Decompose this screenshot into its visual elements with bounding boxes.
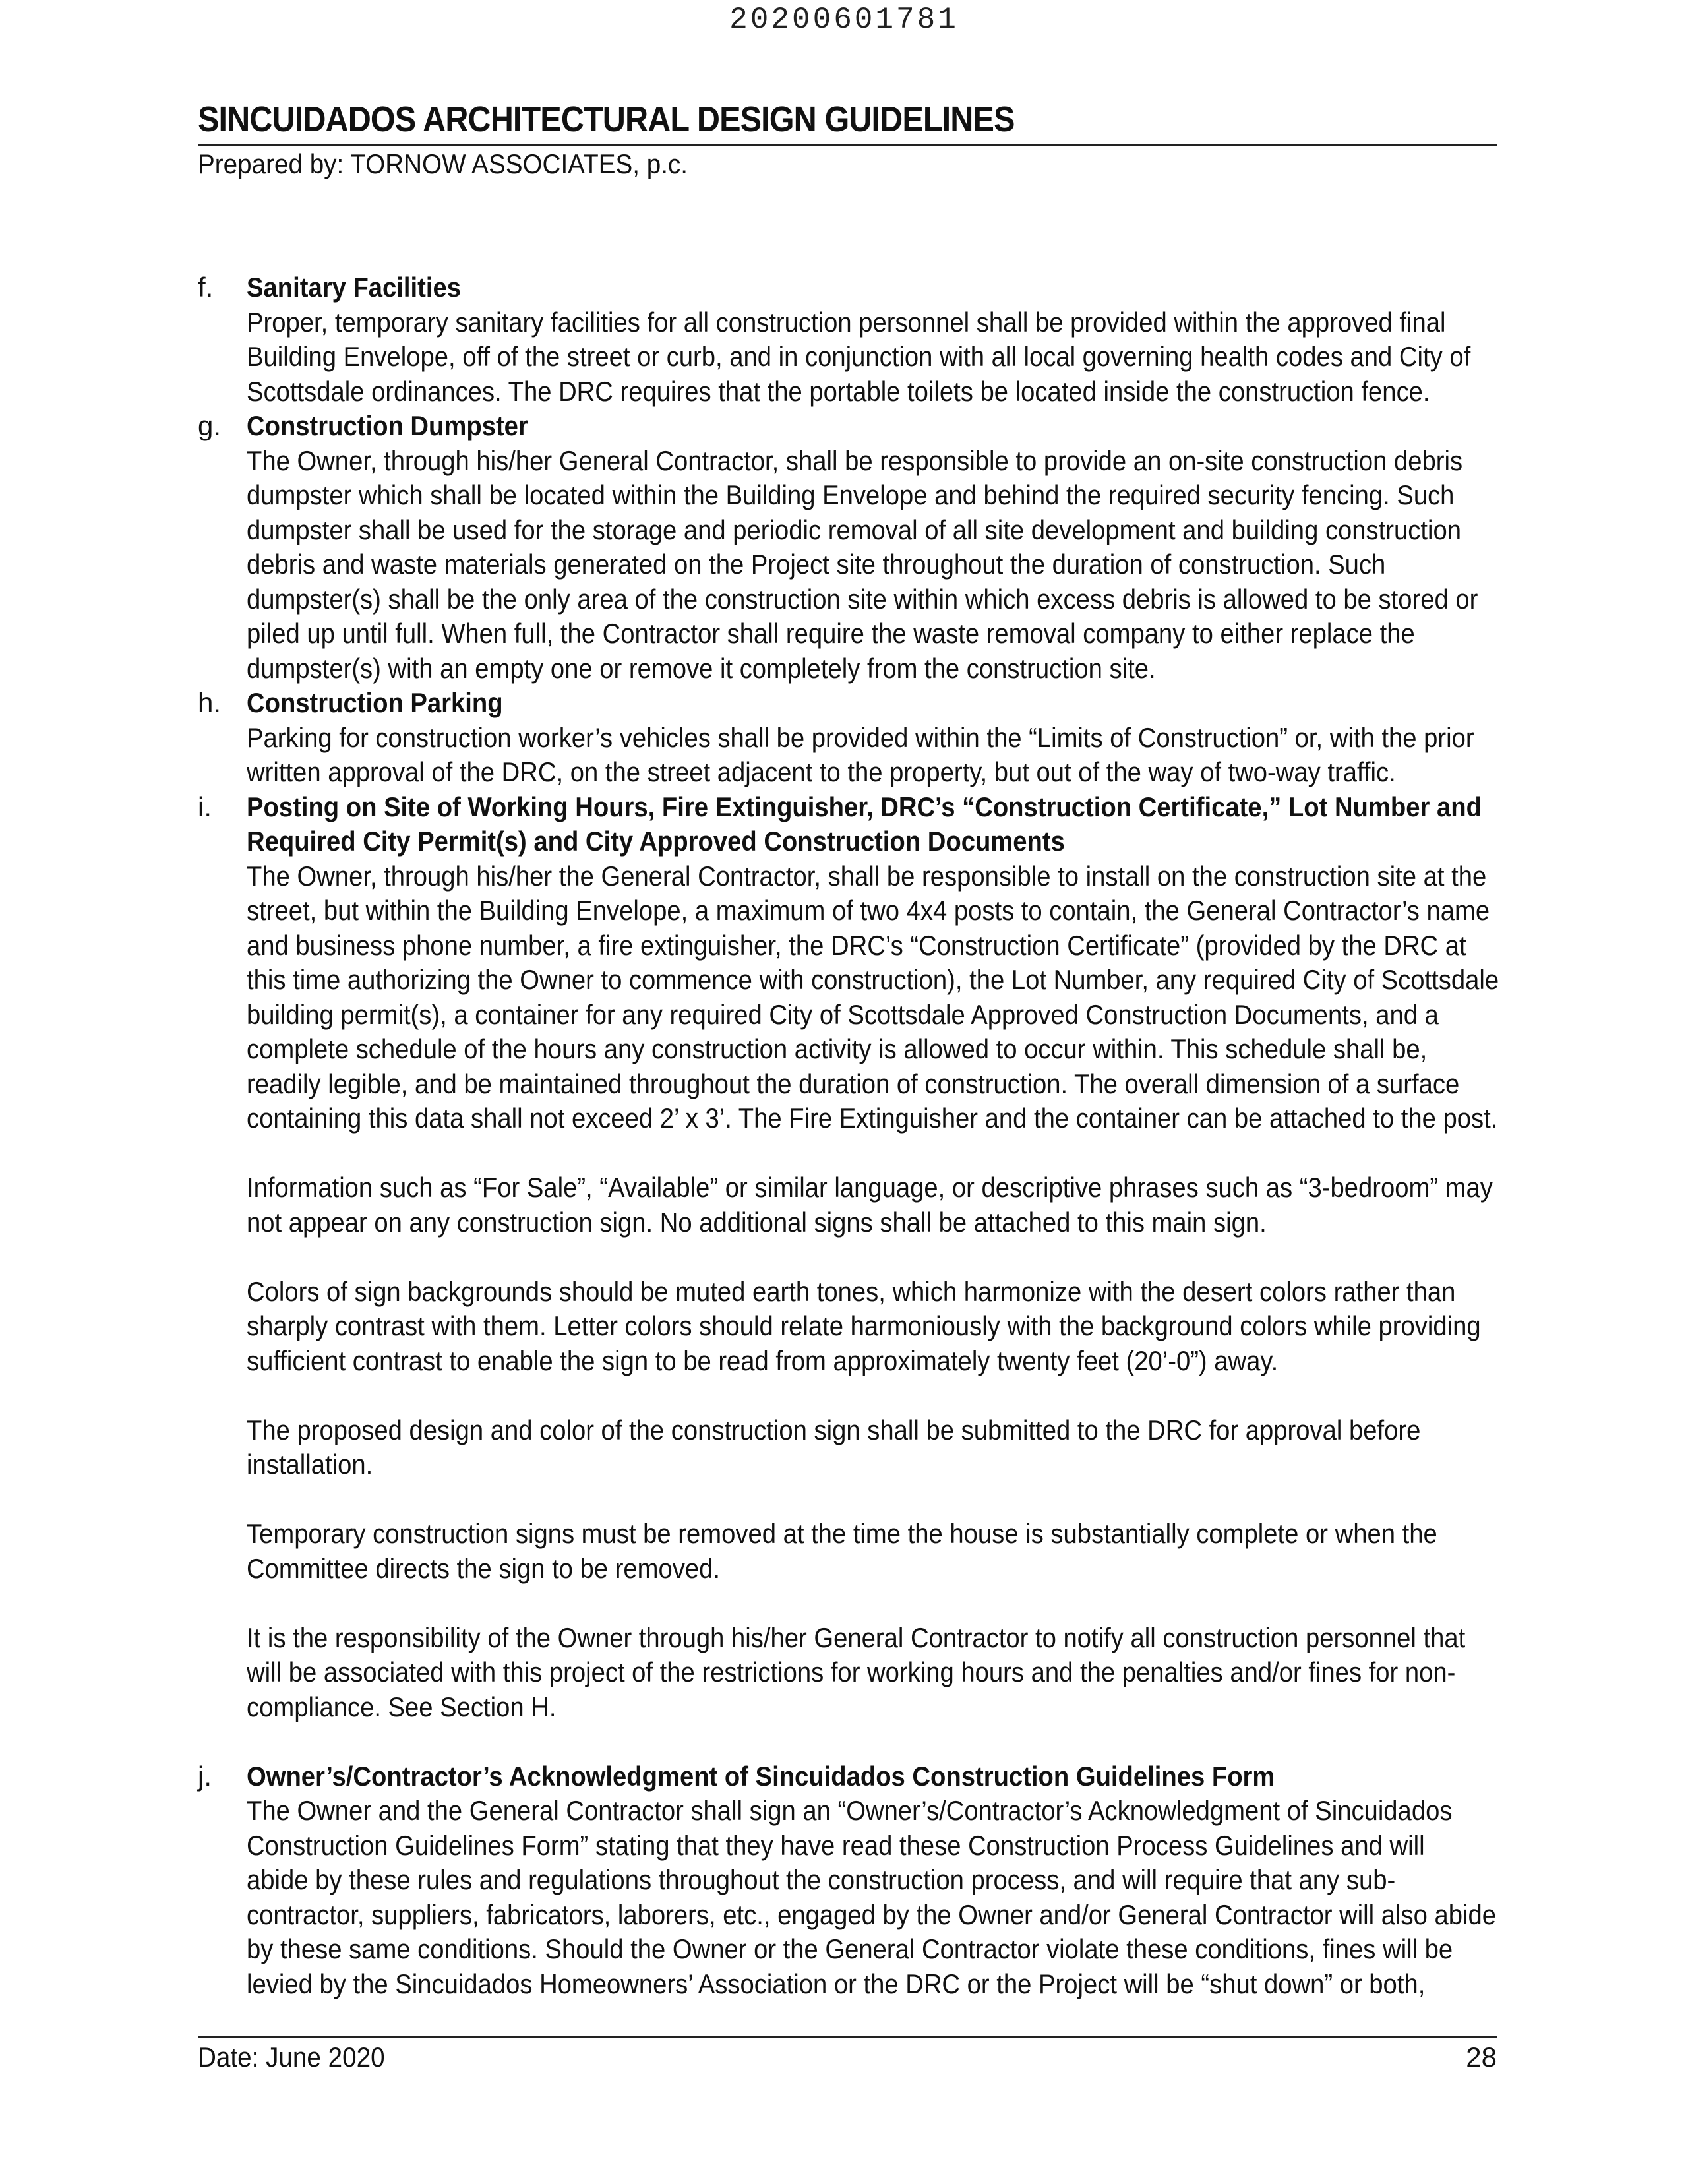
section-i-heading: Required City Permit(s) and City Approved Construction Documents: [247, 826, 1065, 857]
section-i-line: installation.: [247, 1449, 373, 1480]
section-i-line: sufficient contrast to enable the sign to be read from approximately twenty feet (20’-0”) away.: [247, 1345, 1279, 1376]
section-h-line: written approval of the DRC, on the street adjacent to the property, but out of the way of two-way traffic.: [247, 756, 1396, 787]
section-h-heading: Construction Parking: [247, 687, 503, 718]
section-i-line: will be associated with this project of the restrictions for working hours and the penalties and/or fines for non-: [247, 1656, 1456, 1687]
section-j: [198, 1759, 1497, 2002]
section-g-letter: g.: [198, 410, 222, 441]
section-i-line: building permit(s), a container for any required City of Scottsdale Approved Construction Documents, and a: [247, 998, 1439, 1030]
section-i-heading: Posting on Site of Working Hours, Fire Extinguisher, DRC’s “Construction Certificate,” Lot Number and: [247, 791, 1482, 822]
section-i-line: It is the responsibility of the Owner through his/her General Contractor to notify all construction personnel that: [247, 1622, 1466, 1653]
section-i-line: and business phone number, a fire extinguisher, the DRC’s “Construction Certificate” (provided by the DRC at: [247, 929, 1466, 961]
section-i-line: readily legible, and be maintained throughout the duration of construction. The overall dimension of a surface: [247, 1068, 1460, 1099]
header-divider: [198, 144, 1497, 146]
recording-number: 20200601781: [729, 3, 959, 37]
prepared-by: Prepared by: TORNOW ASSOCIATES, p.c.: [198, 148, 688, 179]
section-i-paragraph: [247, 1621, 1497, 1725]
section-j-letter: j.: [198, 1760, 212, 1792]
section-i-paragraph: [247, 1413, 1497, 1482]
section-f-line: Scottsdale ordinances. The DRC requires that the portable toilets be located inside the construction fence.: [247, 375, 1430, 407]
section-i-letter: i.: [198, 791, 212, 822]
section-i-paragraph: [247, 1517, 1497, 1586]
footer-divider: [198, 2036, 1497, 2038]
section-i-line: Colors of sign backgrounds should be muted earth tones, which harmonize with the desert colors rather than: [247, 1275, 1456, 1307]
section-f-heading: Sanitary Facilities: [247, 272, 462, 303]
section-g-heading: Construction Dumpster: [247, 410, 528, 441]
section-g-line: piled up until full. When full, the Contractor shall require the waste removal company to either replace the: [247, 618, 1415, 649]
section-f-line: Building Envelope, off of the street or curb, and in conjunction with all local governing health codes and City of: [247, 341, 1471, 372]
section-i-paragraph: [247, 1275, 1497, 1379]
section-i-paragraph: [247, 1170, 1497, 1240]
section-i-line: complete schedule of the hours any construction activity is allowed to occur within. This schedule shall be,: [247, 1033, 1428, 1064]
section-i-line: The proposed design and color of the construction sign shall be submitted to the DRC for approval before: [247, 1414, 1421, 1445]
section-i-line: The Owner, through his/her the General Contractor, shall be responsible to install on the construction site at the: [247, 860, 1487, 892]
section-i-line: not appear on any construction sign. No additional signs shall be attached to this main sign.: [247, 1206, 1267, 1238]
section-g-line: The Owner, through his/her General Contractor, shall be responsible to provide an on-site construction debris: [247, 444, 1463, 476]
spacer: [198, 1724, 1497, 1759]
section-j-line: Construction Guidelines Form” stating that they have read these Construction Process Guidelines and will: [247, 1829, 1425, 1861]
section-h-letter: h.: [198, 687, 222, 718]
section-g: [198, 409, 1497, 686]
section-i-line: Temporary construction signs must be removed at the time the house is substantially complete or when the: [247, 1518, 1437, 1549]
section-h: [198, 686, 1497, 790]
section-g-line: dumpster shall be used for the storage and periodic removal of all site development and building construction: [247, 514, 1462, 545]
section-f-line: Proper, temporary sanitary facilities for all construction personnel shall be provided within the approved final: [247, 306, 1446, 338]
section-g-line: debris and waste materials generated on the Project site throughout the duration of construction. Such: [247, 549, 1386, 580]
section-j-line: contractor, suppliers, fabricators, laborers, etc., engaged by the Owner and/or General Contractor will also abide: [247, 1898, 1496, 1930]
section-j-line: abide by these rules and regulations throughout the construction process, and will require that any sub-: [247, 1864, 1396, 1895]
section-i-line: this time authorizing the Owner to commence with construction), the Lot Number, any required City of Scottsdale: [247, 964, 1499, 995]
section-j-line: by these same conditions. Should the Owner or the General Contractor violate these conditions, fines will be: [247, 1933, 1453, 1964]
section-i-line: sharply contrast with them. Letter colors should relate harmoniously with the background colors while providing: [247, 1310, 1481, 1341]
section-i-line: Committee directs the sign to be removed.: [247, 1552, 721, 1584]
section-i: [198, 790, 1497, 1725]
section-i-line: Information such as “For Sale”, “Available” or similar language, or descriptive phrases such as “3-bedroom” may: [247, 1172, 1493, 1203]
section-f: [198, 270, 1497, 409]
document-title: SINCUIDADOS ARCHITECTURAL DESIGN GUIDELINES: [198, 100, 1015, 139]
section-j-line: levied by the Sincuidados Homeowners’ Association or the DRC or the Project will be “shut down” or both,: [247, 1968, 1426, 1999]
section-g-line: dumpster which shall be located within the Building Envelope and behind the required security fencing. Such: [247, 479, 1455, 510]
footer-date: Date: June 2020: [198, 2042, 385, 2073]
section-i-line: compliance. See Section H.: [247, 1691, 557, 1722]
section-j-heading: Owner’s/Contractor’s Acknowledgment of Sincuidados Construction Guidelines Form: [247, 1760, 1275, 1792]
document-body: [198, 270, 1497, 2001]
section-g-line: dumpster(s) with an empty one or remove it completely from the construction site.: [247, 652, 1156, 684]
page-number: 28: [1466, 2042, 1497, 2073]
section-f-letter: f.: [198, 272, 214, 303]
section-i-line: street, but within the Building Envelope, a maximum of two 4x4 posts to contain, the General Contractor’s name: [247, 895, 1490, 926]
section-i-line: containing this data shall not exceed 2’ x 3’. The Fire Extinguisher and the container can be attached to the post.: [247, 1103, 1498, 1134]
section-h-line: Parking for construction worker’s vehicles shall be provided within the “Limits of Construction” or, with the prior: [247, 721, 1474, 753]
section-g-line: dumpster(s) shall be the only area of the construction site within which excess debris is allowed to be stored or: [247, 583, 1478, 615]
section-j-line: The Owner and the General Contractor shall sign an “Owner’s/Contractor’s Acknowledgment of Sincuidados: [247, 1795, 1453, 1826]
